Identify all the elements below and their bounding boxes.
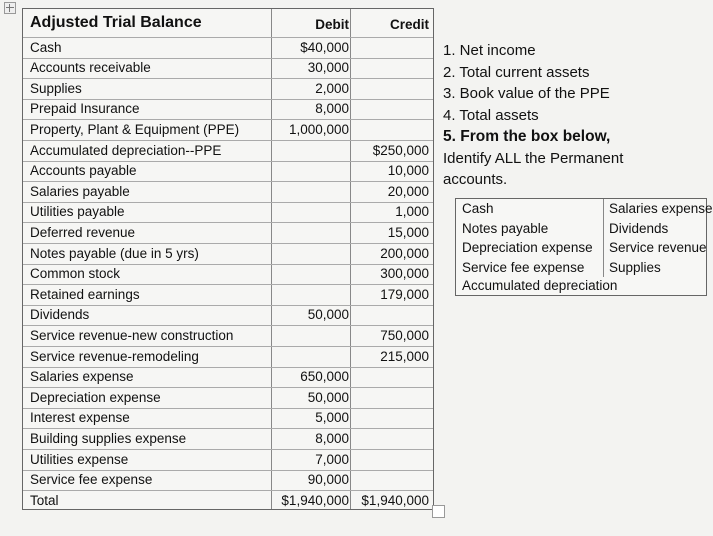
account-name: Accumulated depreciation--PPE: [30, 142, 222, 158]
account-name: Notes payable (due in 5 yrs): [30, 245, 199, 261]
question-4: 4. Total assets: [443, 106, 539, 124]
box-column-divider: [603, 199, 604, 277]
question-5-line-3: accounts.: [443, 171, 508, 188]
account-name: Dividends: [30, 307, 90, 323]
debit-amount: 8,000: [315, 430, 349, 446]
account-name: Interest expense: [30, 410, 130, 426]
account-name: Accounts receivable: [30, 60, 151, 76]
account-name: Salaries payable: [30, 183, 130, 199]
column-divider: [350, 9, 351, 509]
account-name: Utilities payable: [30, 204, 125, 220]
trial-balance-table: [22, 8, 434, 510]
questions-panel: [443, 40, 698, 191]
credit-amount: $250,000: [372, 142, 429, 158]
box-account-bottom: Accumulated depreciation: [462, 278, 618, 293]
account-name: Cash: [30, 39, 62, 55]
question-5-line-2: Identify ALL the Permanent: [443, 149, 624, 167]
box-account-right: Supplies: [609, 259, 661, 275]
accounts-box: [455, 198, 713, 296]
trial-balance-title: Adjusted Trial Balance: [30, 14, 202, 31]
account-name: Prepaid Insurance: [30, 101, 140, 117]
box-account-left: Service fee expense: [462, 259, 585, 275]
account-name: Retained earnings: [30, 286, 140, 302]
box-account-left: Cash: [462, 201, 494, 216]
answer-checkbox[interactable]: [432, 505, 445, 518]
sheet-select-all-icon[interactable]: [4, 2, 16, 14]
question-2: 2. Total current assets: [443, 63, 590, 81]
debit-amount: 1,000,000: [288, 121, 349, 137]
credit-amount: 10,000: [387, 163, 429, 179]
credit-amount: 300,000: [380, 266, 429, 282]
column-divider: [271, 9, 272, 509]
debit-amount: 90,000: [307, 472, 349, 488]
account-name: Utilities expense: [30, 451, 129, 467]
account-name: Accounts payable: [30, 163, 137, 179]
credit-amount: 215,000: [380, 348, 429, 364]
debit-amount: $1,940,000: [281, 492, 349, 508]
account-name: Supplies: [30, 80, 82, 96]
credit-amount: 179,000: [380, 286, 429, 302]
credit-amount: 200,000: [380, 245, 429, 261]
question-1: 1. Net income: [443, 42, 536, 59]
account-name: Service revenue-new construction: [30, 327, 234, 343]
debit-amount: 2,000: [315, 80, 349, 96]
account-name: Building supplies expense: [30, 430, 187, 446]
debit-amount: 5,000: [315, 410, 349, 426]
box-account-left: Depreciation expense: [462, 240, 593, 255]
box-account-left: Notes payable: [462, 220, 549, 236]
debit-amount: $40,000: [300, 39, 349, 55]
question-5-line-1: 5. From the box below,: [443, 128, 611, 145]
account-name: Salaries expense: [30, 369, 134, 385]
credit-amount: 20,000: [387, 183, 429, 199]
box-account-right: Service revenue: [609, 240, 707, 255]
account-name: Deferred revenue: [30, 224, 136, 240]
account-name: Property, Plant & Equipment (PPE): [30, 121, 240, 137]
debit-amount: 30,000: [307, 60, 349, 76]
debit-amount: 50,000: [307, 389, 349, 405]
account-name: Service fee expense: [30, 472, 153, 488]
box-account-right: Salaries expense: [609, 201, 713, 216]
credit-amount: 15,000: [387, 224, 429, 240]
debit-amount: 50,000: [307, 307, 349, 323]
credit-amount: 1,000: [395, 204, 429, 220]
account-name: Total: [30, 492, 59, 508]
row-divider: [23, 37, 433, 38]
credit-amount: $1,940,000: [361, 492, 429, 508]
row-divider: [23, 78, 433, 79]
credit-amount: 750,000: [380, 327, 429, 343]
debit-header: Debit: [315, 17, 349, 32]
account-name: Common stock: [30, 266, 121, 282]
box-account-right: Dividends: [609, 220, 669, 236]
debit-amount: 8,000: [315, 101, 349, 117]
credit-header: Credit: [389, 17, 429, 32]
account-name: Service revenue-remodeling: [30, 348, 199, 364]
debit-amount: 650,000: [300, 369, 349, 385]
account-name: Depreciation expense: [30, 389, 161, 405]
debit-amount: 7,000: [315, 451, 349, 467]
question-3: 3. Book value of the PPE: [443, 85, 610, 102]
